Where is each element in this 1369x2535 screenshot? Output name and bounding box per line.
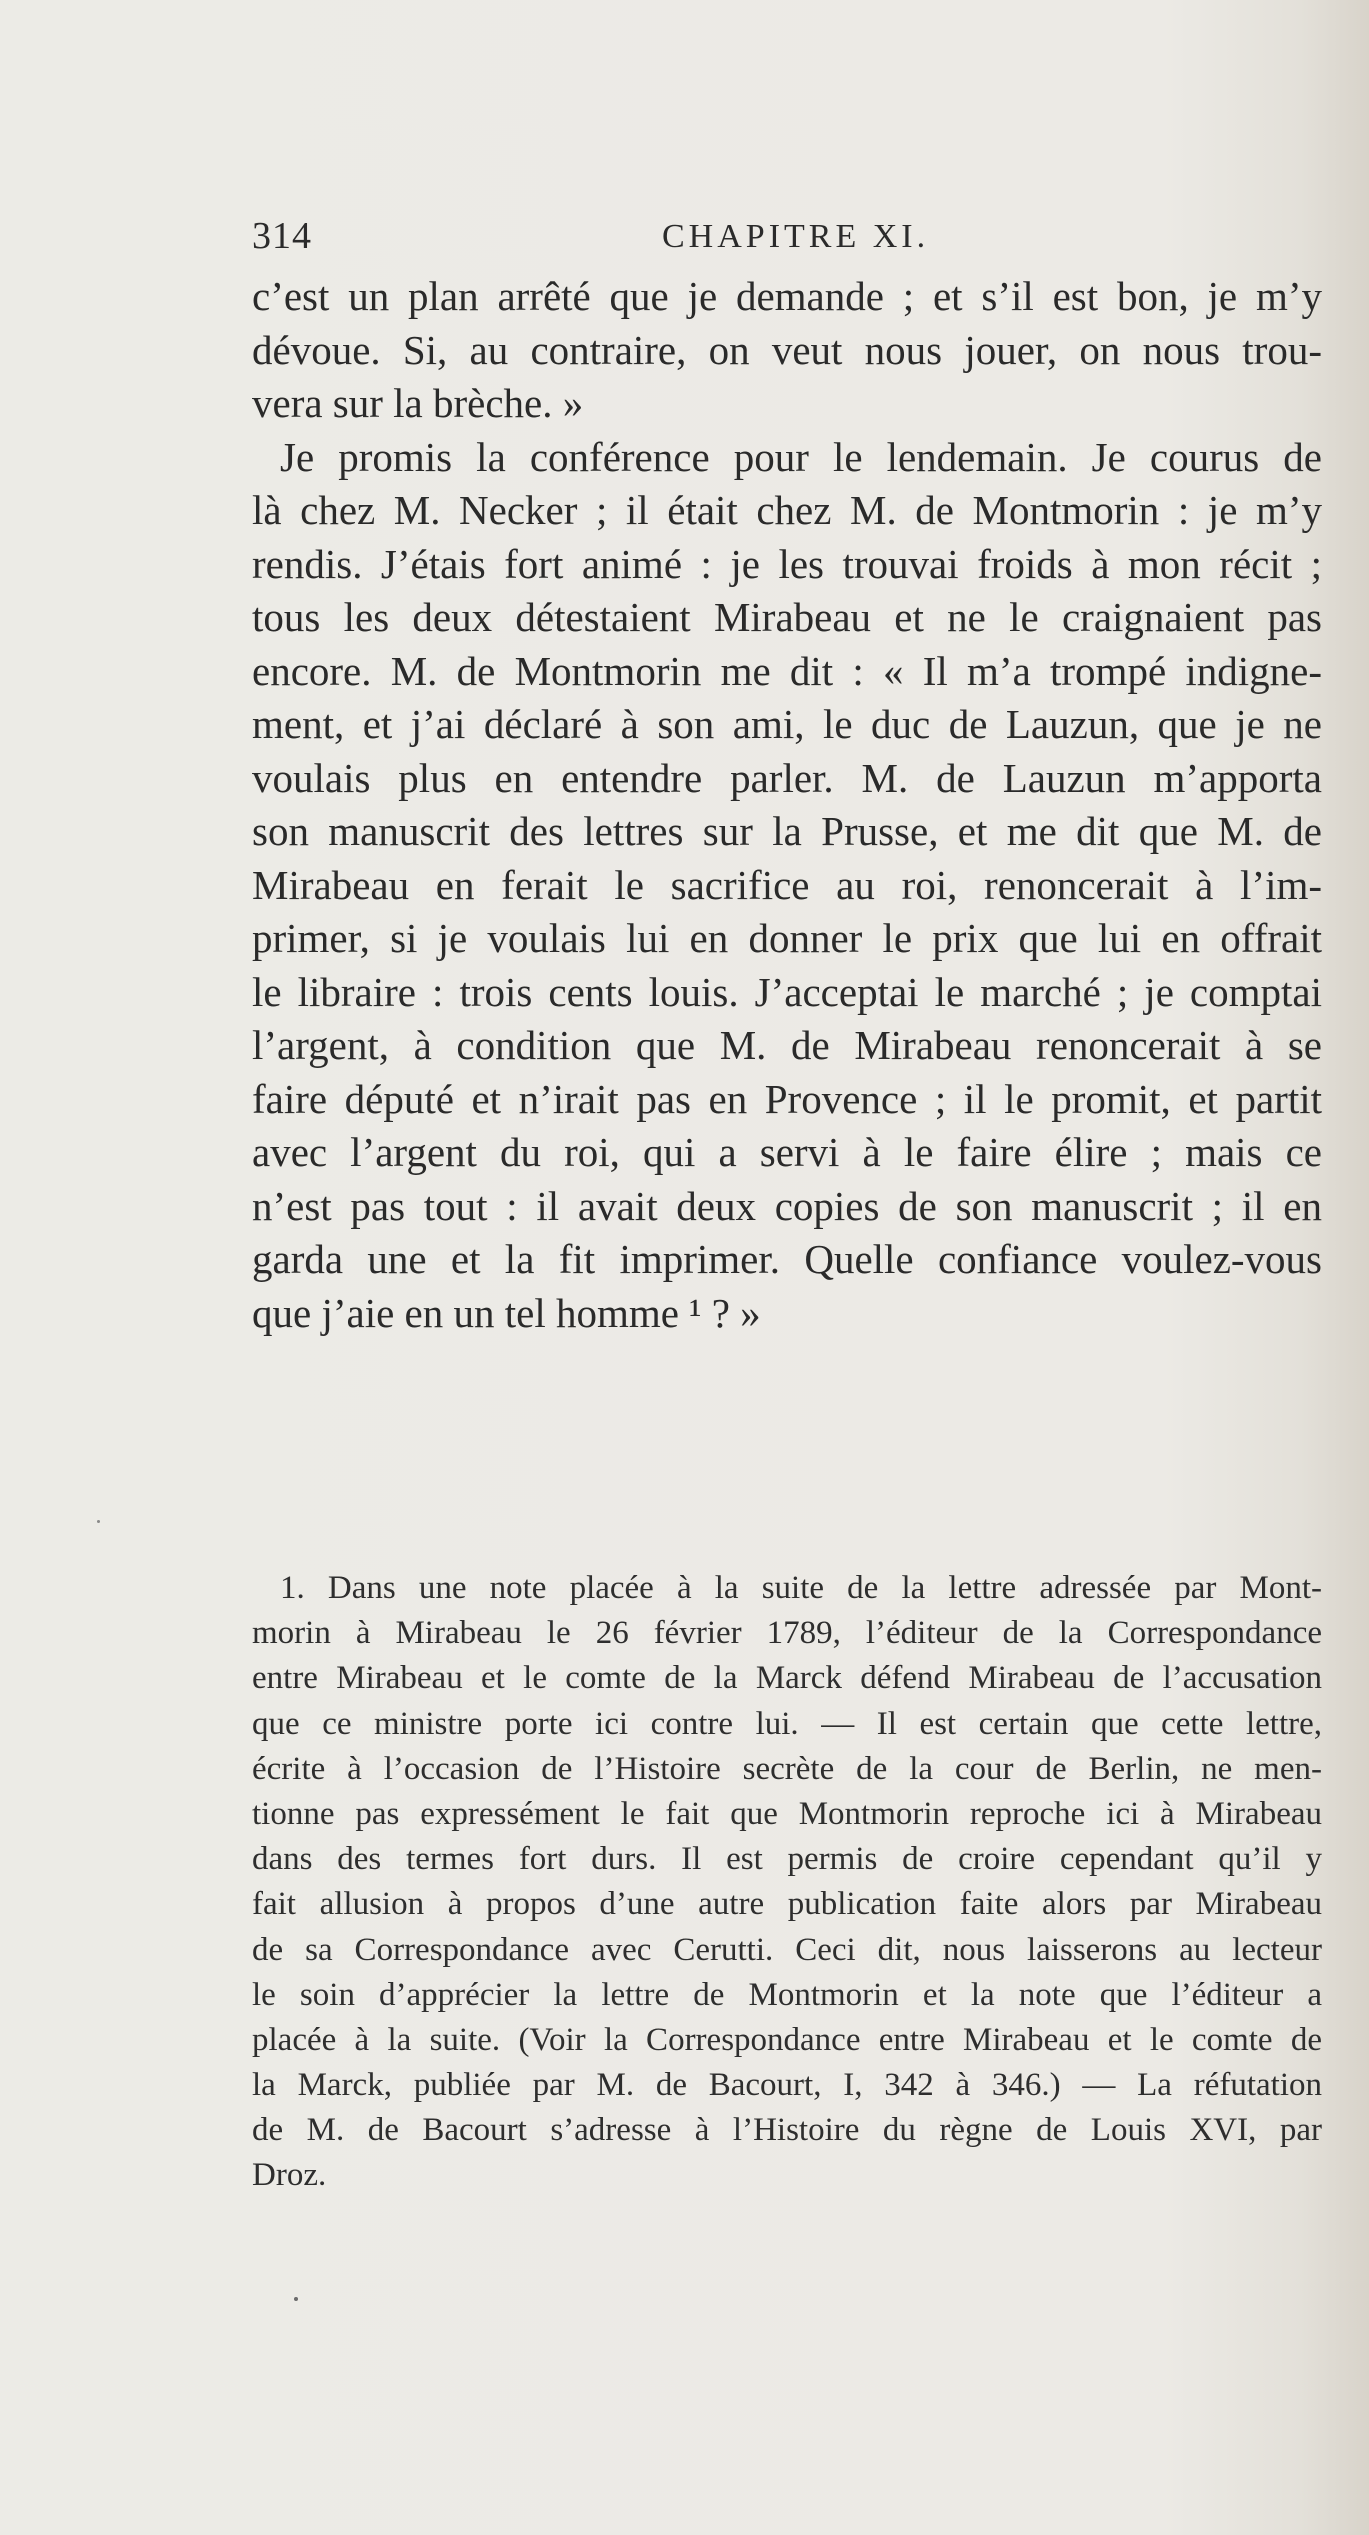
text-line: c’est un plan arrêté que je demande ; et s’il est bon, je m’y bbox=[252, 273, 1322, 319]
footnote-line: tionne pas expressément le fait que Montmorin reproche ici à Mirabeau bbox=[252, 1795, 1322, 1832]
text-line: ment, et j’ai déclaré à son ami, le duc de Lauzun, que je ne bbox=[252, 701, 1322, 747]
text-line: encore. M. de Montmorin me dit : « Il m’a trompé indigne- bbox=[252, 647, 1322, 694]
text-line: son manuscrit des lettres sur la Prusse, et me dit que M. de bbox=[252, 808, 1322, 854]
footnote-line: que ce ministre porte ici contre lui. — Il est certain que cette lettre, bbox=[252, 1705, 1322, 1742]
text-line: tous les deux détestaient Mirabeau et ne le craignaient pas bbox=[252, 594, 1322, 640]
footnote-line: placée à la suite. (Voir la Correspondance entre Mirabeau et le comte de bbox=[252, 2021, 1322, 2058]
page-header bbox=[252, 214, 1312, 264]
footnote-line: entre Mirabeau et le comte de la Marck défend Mirabeau de l’accusation bbox=[252, 1660, 1322, 1697]
footnote-line: Droz. bbox=[252, 2157, 327, 2194]
paper-speck bbox=[97, 1520, 100, 1523]
footnote-line: la Marck, publiée par M. de Bacourt, I, 342 à 346.) — La réfutation bbox=[252, 2067, 1322, 2104]
text-line: avec l’argent du roi, qui a servi à le faire élire ; mais ce bbox=[252, 1129, 1322, 1175]
footnote-line: de sa Correspondance avec Cerutti. Ceci dit, nous laisserons au lecteur bbox=[252, 1931, 1322, 1968]
footnote-line: 1. Dans une note placée à la suite de la lettre adressée par Mont- bbox=[280, 1570, 1322, 1606]
text-line: dévoue. Si, au contraire, on veut nous jouer, on nous trou- bbox=[252, 326, 1322, 373]
main-text bbox=[252, 270, 1322, 1340]
footnote-line: fait allusion à propos d’une autre publication faite alors par Mirabeau bbox=[252, 1886, 1322, 1923]
footnote-line: dans des termes fort durs. Il est permis de croire cependant qu’il y bbox=[252, 1841, 1322, 1878]
text-line: vera sur la brèche. » bbox=[252, 380, 584, 426]
footnote bbox=[252, 1566, 1322, 2199]
footnote-line: de M. de Bacourt s’adresse à l’Histoire du règne de Louis XVI, par bbox=[252, 2112, 1322, 2149]
text-line: Je promis la conférence pour le lendemain. Je courus de bbox=[280, 433, 1322, 480]
text-line: Mirabeau en ferait le sacrifice au roi, renoncerait à l’im- bbox=[252, 861, 1322, 908]
text-line: garda une et la fit imprimer. Quelle confiance voulez-vous bbox=[252, 1236, 1322, 1282]
page-number: 314 bbox=[252, 215, 312, 257]
text-line: faire député et n’irait pas en Provence ; il le promit, et partit bbox=[252, 1075, 1322, 1122]
footnote-line: le soin d’apprécier la lettre de Montmorin et la note que l’éditeur a bbox=[252, 1976, 1322, 2013]
text-line: primer, si je voulais lui en donner le prix que lui en offrait bbox=[252, 915, 1322, 961]
running-head: CHAPITRE XI. bbox=[662, 218, 930, 255]
footnote-line: écrite à l’occasion de l’Histoire secrète de la cour de Berlin, ne men- bbox=[252, 1750, 1322, 1787]
text-line: le libraire : trois cents louis. J’acceptai le marché ; je comptai bbox=[252, 968, 1322, 1015]
text-line: voulais plus en entendre parler. M. de Lauzun m’apporta bbox=[252, 754, 1322, 801]
footnote-line: morin à Mirabeau le 26 février 1789, l’éditeur de la Correspondance bbox=[252, 1615, 1322, 1652]
text-line: l’argent, à condition que M. de Mirabeau renoncerait à se bbox=[252, 1022, 1322, 1068]
paper-speck bbox=[294, 2297, 298, 2301]
text-line: rendis. J’étais fort animé : je les trouvai froids à mon récit ; bbox=[252, 540, 1322, 587]
text-line: là chez M. Necker ; il était chez M. de Montmorin : je m’y bbox=[252, 487, 1322, 533]
text-line: que j’aie en un tel homme ¹ ? » bbox=[252, 1289, 761, 1336]
text-line: n’est pas tout : il avait deux copies de son manuscrit ; il en bbox=[252, 1182, 1322, 1229]
